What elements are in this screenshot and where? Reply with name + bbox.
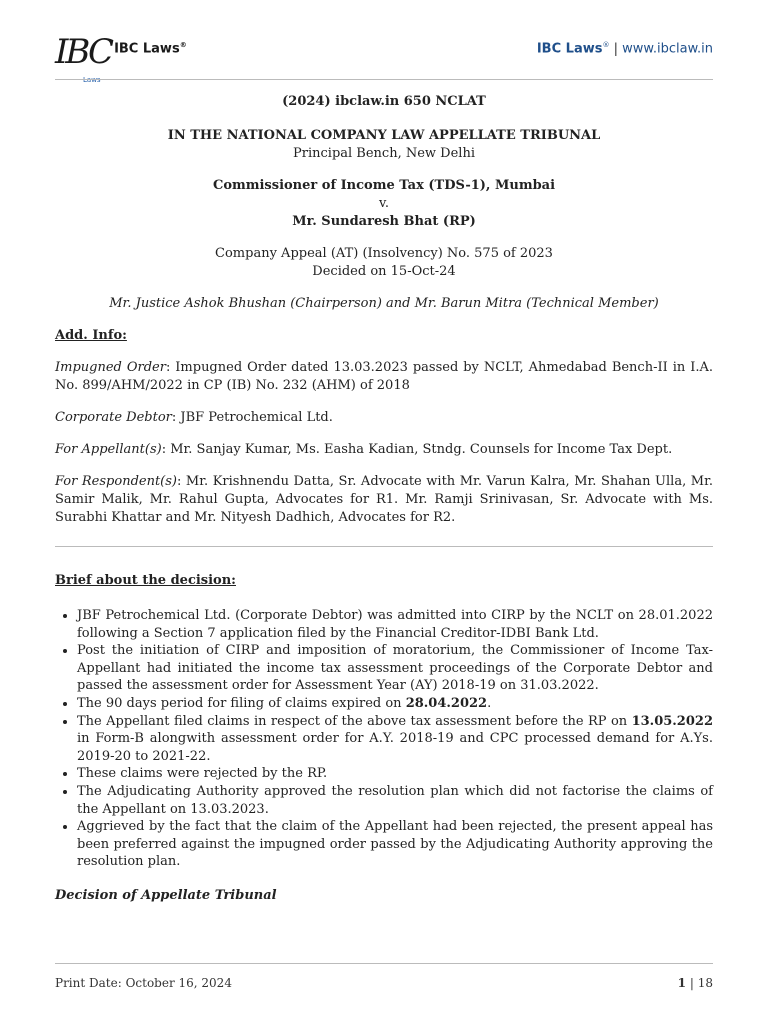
decision-heading: Decision of Appellate Tribunal	[55, 887, 277, 903]
impugned-order-text: : Impugned Order dated 13.03.2023 passed by NCLT, Ahmedabad Bench-II in I.A. No. 899/AHM/2022 in CP (IB) No. 232 (AHM) of 2018	[55, 360, 713, 393]
brief-heading: Brief about the decision:	[55, 573, 236, 588]
total-pages: 18	[697, 976, 713, 990]
header-brand: IBC Laws	[536, 41, 603, 57]
list-item: • The Adjudicating Authority approved the resolution plan which did not factorise the claims of the Appellant on 13.03.2023.	[77, 783, 713, 818]
impugned-order-label: Impugned Order	[55, 360, 166, 375]
ibc-laws-logo[interactable]	[55, 30, 187, 84]
brief-list	[77, 607, 713, 871]
respondent-counsel-text: : Mr. Krishnendu Datta, Sr. Advocate with Mr. Varun Kalra, Mr. Shahan Ulla, Mr. Samir Malik, Mr. Rahul Gupta, Advocates for R1. Mr. Ramji Srinivasan, Sr. Advocate with Ms. Surabhi Khattar and Mr. Nityesh Dadhich, Advocates for R2.	[55, 474, 713, 525]
list-item: • These claims were rejected by the RP.	[77, 765, 713, 783]
page-separator: |	[689, 976, 694, 990]
header-separator: |	[613, 41, 618, 57]
corporate-debtor-label: Corporate Debtor	[55, 410, 172, 425]
citation: (2024) ibclaw.in 650 NCLAT	[282, 94, 486, 109]
respondent-party: Mr. Sundaresh Bhat (RP)	[292, 214, 476, 229]
versus: v.	[379, 196, 389, 211]
header-brand-reg: ®	[602, 41, 610, 49]
logo-mark: IBC Laws	[55, 34, 111, 70]
header-url[interactable]: www.ibclaw.in	[622, 41, 713, 57]
page-header	[55, 30, 713, 84]
appellant-counsel-para	[55, 441, 713, 459]
current-page: 1	[677, 976, 687, 990]
appellant-counsel-label: For Appellant(s)	[55, 442, 162, 457]
print-date: Print Date: October 16, 2024	[55, 976, 232, 990]
case-number: Company Appeal (AT) (Insolvency) No. 575 of 2023	[215, 246, 553, 261]
header-site-link[interactable]	[537, 41, 713, 56]
respondent-counsel-label: For Respondent(s)	[55, 474, 177, 489]
coram: Mr. Justice Ashok Bhushan (Chairperson) and Mr. Barun Mitra (Technical Member)	[109, 296, 659, 311]
corporate-debtor-para	[55, 409, 713, 427]
bench-name: Principal Bench, New Delhi	[293, 146, 475, 161]
add-info-heading: Add. Info:	[55, 328, 127, 343]
list-item: • JBF Petrochemical Ltd. (Corporate Debtor) was admitted into CIRP by the NCLT on 28.01.2022 following a Section 7 application filed by the Financial Creditor-IDBI Bank Ltd.	[77, 607, 713, 642]
respondent-counsel-para	[55, 473, 713, 527]
footer-divider	[55, 963, 713, 964]
list-item: • Post the initiation of CIRP and imposition of moratorium, the Commissioner of Income Tax-Appellant had initiated the income tax assessment proceedings of the Corporate Debtor and passed the assessment order for Assessment Year (AY) 2018-19 on 31.03.2022.	[77, 642, 713, 695]
document-body	[55, 93, 713, 905]
logo-text: IBC Laws®	[114, 40, 187, 56]
appellant-counsel-text: : Mr. Sanjay Kumar, Ms. Easha Kadian, Stndg. Counsels for Income Tax Dept.	[161, 442, 673, 457]
list-item: • The 90 days period for filing of claims expired on 28.04.2022.	[77, 695, 713, 713]
page-number	[678, 976, 713, 990]
decided-date: Decided on 15-Oct-24	[312, 264, 456, 279]
appellant-party: Commissioner of Income Tax (TDS-1), Mumbai	[212, 178, 556, 193]
header-divider	[55, 79, 713, 80]
court-name: IN THE NATIONAL COMPANY LAW APPELLATE TRIBUNAL	[167, 128, 601, 143]
list-item: • The Appellant filed claims in respect of the above tax assessment before the RP on 13.05.2022 in Form-B alongwith assessment order for A.Y. 2018-19 and CPC processed demand for A.Ys. 2019-20 to 2021-22.	[77, 713, 713, 766]
impugned-order-para	[55, 359, 713, 395]
logo-sub: Laws	[83, 76, 101, 84]
corporate-debtor-text: : JBF Petrochemical Ltd.	[171, 410, 333, 425]
list-item: • Aggrieved by the fact that the claim of the Appellant had been rejected, the present appeal has been preferred against the impugned order passed by the Adjudicating Authority approving the resolution plan.	[77, 818, 713, 871]
